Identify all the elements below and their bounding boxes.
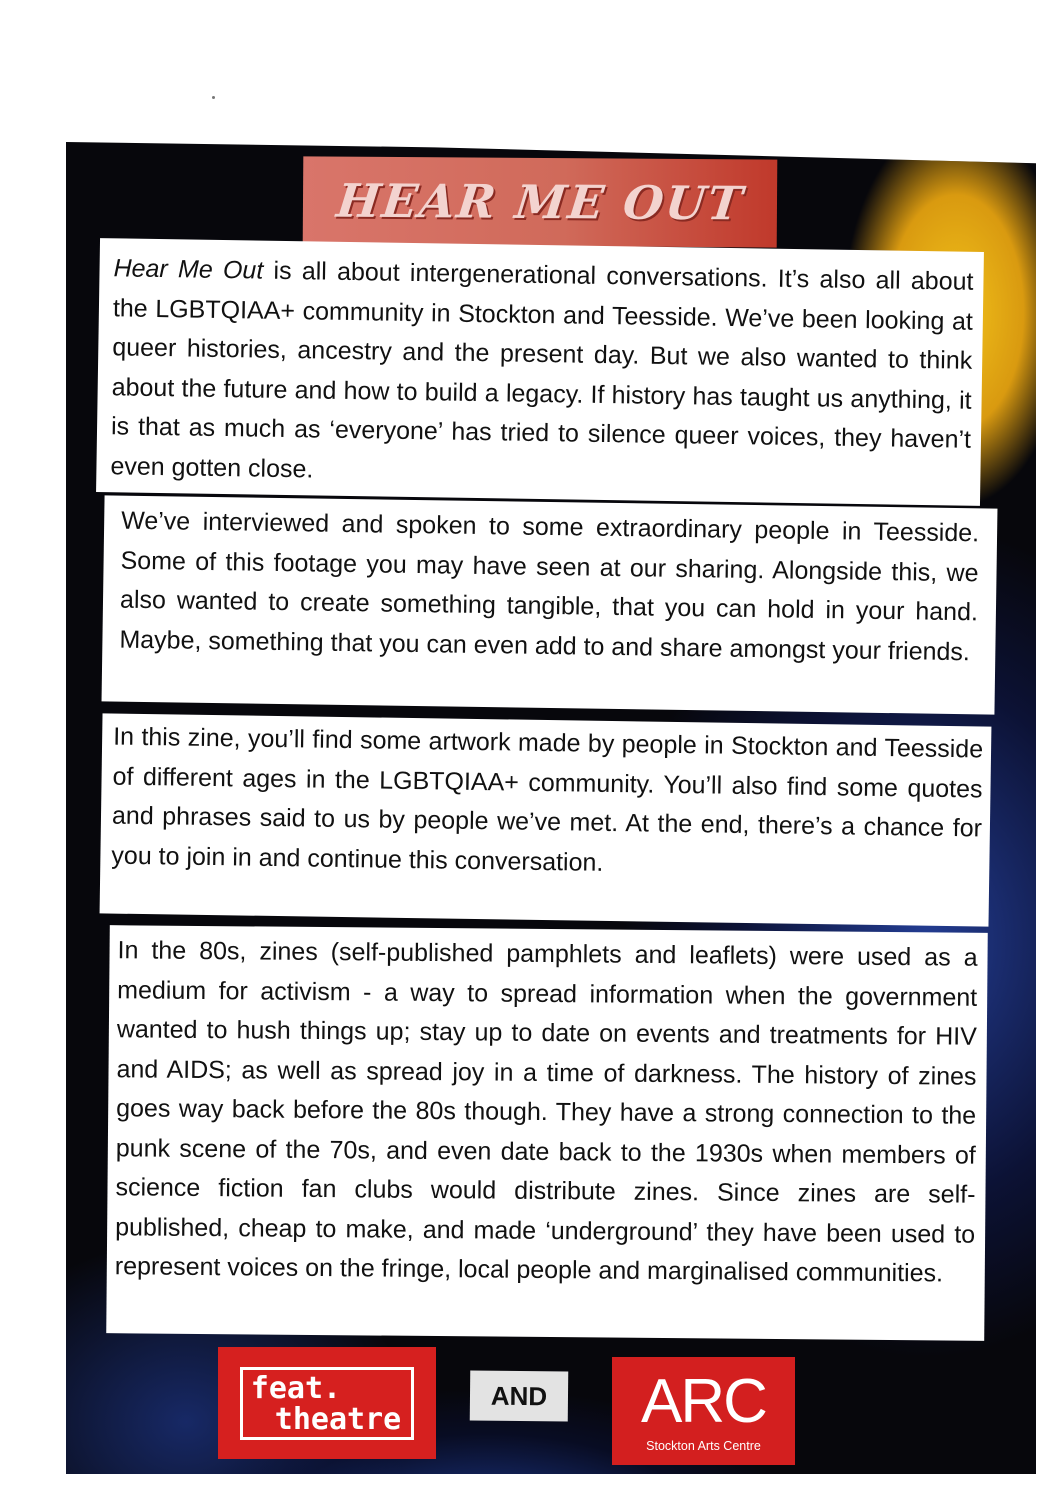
title-banner	[303, 156, 778, 247]
and-label: AND	[470, 1370, 569, 1421]
interviews-paragraph: We’ve interviewed and spoken to some extraordinary people in Teesside. Some of this footage you may have seen at our sharing. Alongside this, we also wanted to create something tangible, that you can hold in your hand. Maybe, something that you can even add to and share amongst your friends.	[119, 506, 980, 666]
arc-logo-subtitle: Stockton Arts Centre	[646, 1439, 761, 1453]
zine-history-paragraph-slip	[106, 925, 988, 1341]
feat-logo-line-1: feat.	[250, 1370, 342, 1406]
feat-logo-line-2: theatre	[274, 1401, 402, 1437]
zine-contents-paragraph-slip	[100, 713, 992, 926]
scan-speck	[212, 96, 215, 99]
feat-theatre-logo-box	[240, 1367, 414, 1440]
arc-logo	[612, 1357, 795, 1465]
zine-contents-paragraph: In this zine, you’ll find some artwork made by people in Stockton and Teesside of different ages in the LGBTQIAA+ community. You’ll also find some quotes and phrases said to us by people we’ve met. At the end, there’s a chance for you to join in and continue this conversation.	[111, 722, 984, 877]
page-title: HEAR ME OUT	[333, 173, 747, 231]
feat-theatre-logo	[218, 1347, 436, 1459]
intro-paragraph-slip	[96, 238, 984, 506]
intro-text: is all about intergenerational conversations. It’s also all about the LGBTQIAA+ community in Stockton and Teesside. We’ve been looking at queer histories, ancestry and the present day. But we also wanted to think about the future and how to build a legacy. If history has taught us anything, it is that as much as ‘everyone’ has tried to silence queer voices, they haven’t even gotten close.	[110, 256, 974, 483]
zine-history-paragraph: In the 80s, zines (self-published pamphlets and leaflets) were used as a medium for activism - a way to spread information when the government wanted to hush things up; stay up to date on events and treatments for HIV and AIDS; as well as spread joy in a time of darkness. The history of zines goes way back before the 80s though. They have a strong connection to the punk scene of the 70s, and even date back to the 1930s when members of science fiction fan clubs would distribute zines. Since zines are self-published, cheap to make, and made ‘underground’ they have been used to represent voices on the fringe, local people and marginalised communities.	[114, 936, 978, 1288]
interviews-paragraph-slip	[102, 495, 998, 714]
arc-logo-name: ARC	[641, 1367, 766, 1436]
intro-paragraph	[110, 249, 974, 499]
project-name: Hear Me Out	[113, 254, 264, 285]
